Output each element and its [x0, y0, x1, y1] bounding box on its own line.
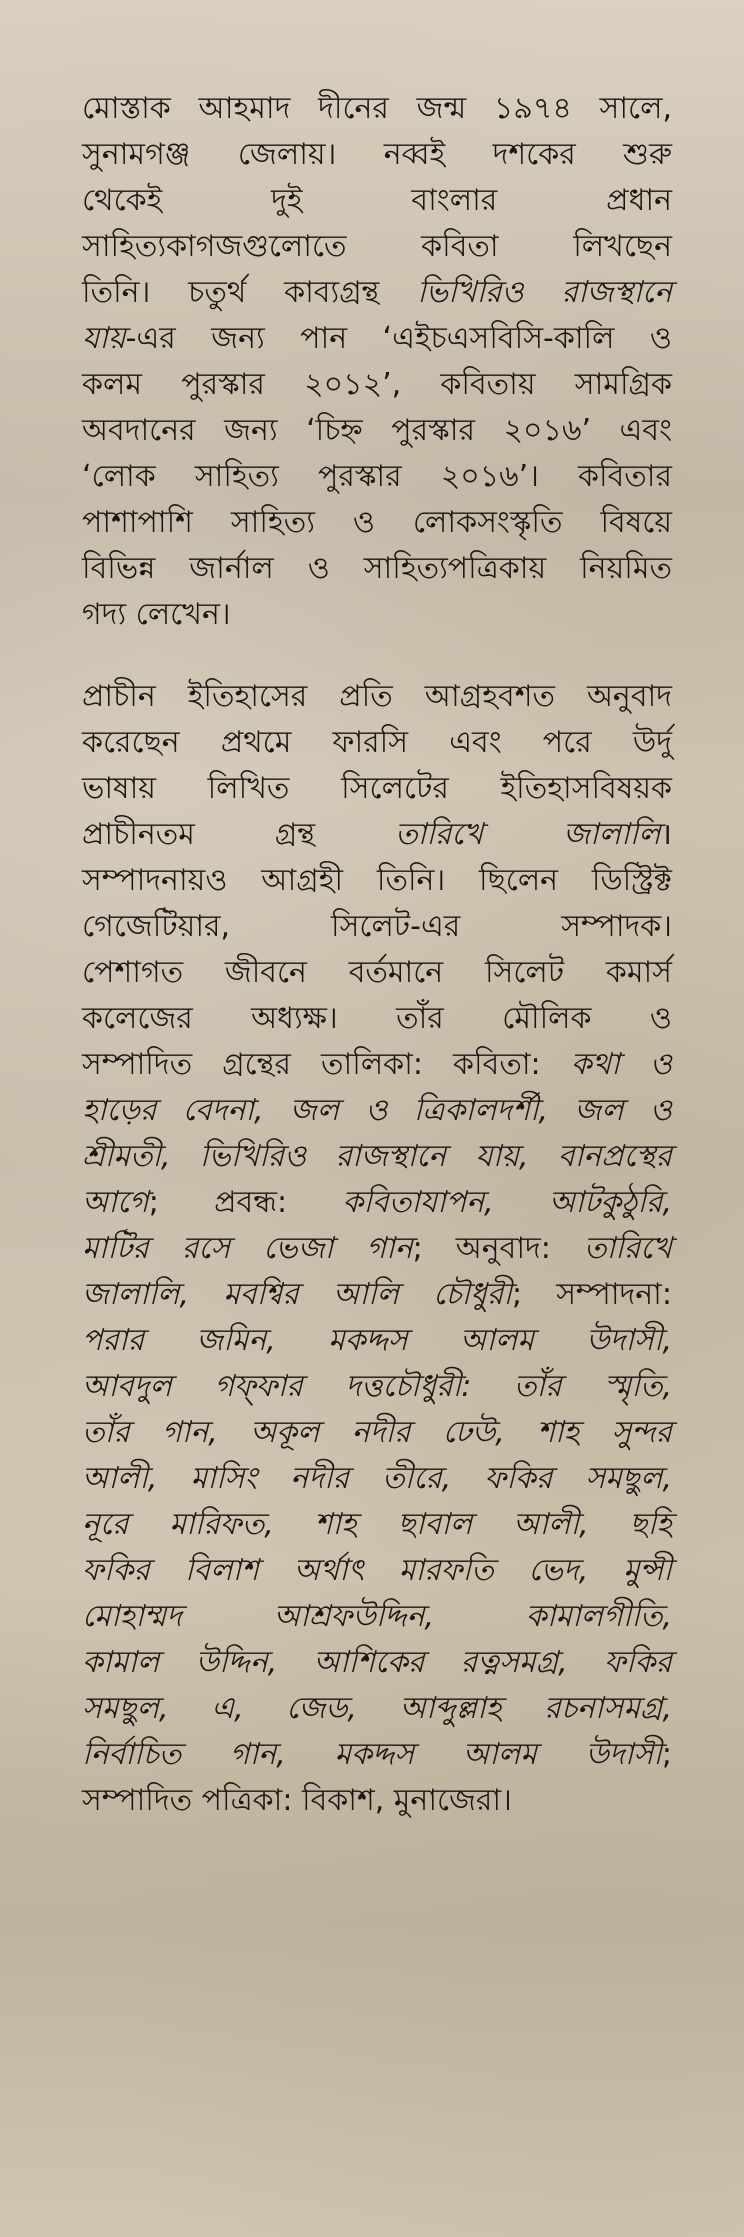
text-line — [82, 86, 672, 132]
text-line — [82, 592, 672, 638]
text-line — [82, 132, 672, 178]
text-line — [82, 1272, 672, 1318]
italic-title-text: তারিখে জালালি — [395, 817, 661, 852]
italic-title-text: পরার জমিন, মকদ্দস আলম উদাসী, — [82, 1323, 672, 1358]
text-line — [82, 178, 672, 224]
body-text: পাশাপাশি সাহিত্য ও লোকসংস্কৃতি বিষয়ে — [82, 505, 672, 540]
italic-title-text: তাঁর গান, অকূল নদীর ঢেউ, শাহ সুন্দর — [82, 1415, 672, 1450]
body-text: সাহিত্যকাগজগুলোতে কবিতা লিখছেন — [82, 229, 672, 264]
italic-title-text: শ্রীমতী, ভিখিরিও রাজস্থানে যায়, বানপ্রস্থের — [82, 1139, 672, 1174]
body-text: কলম পুরস্কার ২০১২’, কবিতায় সামগ্রিক — [82, 367, 672, 402]
italic-title-text: আগে — [82, 1185, 149, 1220]
text-line — [82, 1640, 672, 1686]
body-text: ; — [661, 1737, 672, 1772]
text-line — [82, 950, 672, 996]
italic-title-text: কবিতাযাপন, আটকুঠুরি, — [342, 1185, 672, 1220]
body-text: ভাষায় লিখিত সিলেটের ইতিহাসবিষয়ক — [82, 771, 672, 806]
text-line — [82, 1180, 672, 1226]
text-line — [82, 1042, 672, 1088]
body-text: বিভিন্ন জার্নাল ও সাহিত্যপত্রিকায় নিয়মিত — [82, 551, 672, 586]
text-line — [82, 500, 672, 546]
body-text: সুনামগঞ্জ জেলায়। নব্বই দশকের শুরু — [82, 137, 672, 172]
text-line — [82, 1732, 672, 1778]
italic-title-text: যায় — [82, 321, 126, 356]
italic-title-text: মোহাম্মদ আশ্রফউদ্দিন, কামালগীতি, — [82, 1599, 672, 1634]
italic-title-text: সমছুল, এ, জেড, আব্দুল্লাহ রচনাসমগ্র, — [82, 1691, 672, 1726]
text-line — [82, 996, 672, 1042]
body-text: -এর জন্য পান ‘এইচএসবিসি-কালি ও — [125, 321, 672, 356]
bio-paragraph-2 — [82, 674, 672, 1824]
italic-title-text: জালালি, মবশ্বির আলি চৌধুরী — [82, 1277, 512, 1312]
text-line — [82, 1318, 672, 1364]
text-line — [82, 1226, 672, 1272]
text-line — [82, 1686, 672, 1732]
paragraph-gap — [82, 638, 672, 674]
text-line — [82, 1410, 672, 1456]
body-text: করেছেন প্রথমে ফারসি এবং পরে উর্দু — [82, 725, 672, 760]
text-line — [82, 812, 672, 858]
body-text: ; প্রবন্ধ: — [148, 1185, 343, 1220]
body-text: সম্পাদিত গ্রন্থের তালিকা: কবিতা: — [82, 1047, 571, 1082]
italic-title-text: মাটির রসে ভেজা গান — [82, 1231, 413, 1266]
italic-title-text: হাড়ের বেদনা, জল ও ত্রিকালদর্শী, জল ও — [82, 1093, 672, 1128]
body-text: । — [660, 817, 672, 852]
body-text: প্রাচীন ইতিহাসের প্রতি আগ্রহবশত অনুবাদ — [82, 679, 672, 714]
italic-title-text: আবদুল গফ্ফার দত্তচৌধুরী: তাঁর স্মৃতি, — [82, 1369, 672, 1404]
bio-paragraph-1 — [82, 86, 672, 638]
body-text: গদ্য লেখেন। — [82, 597, 231, 632]
body-text: ; অনুবাদ: — [412, 1231, 584, 1266]
italic-title-text: ভিখিরিও রাজস্থানে — [417, 275, 672, 310]
body-text: পেশাগত জীবনে বর্তমানে সিলেট কমার্স — [82, 955, 672, 990]
text-line — [82, 408, 672, 454]
italic-title-text: তারিখে — [583, 1231, 672, 1266]
body-text: গেজেটিয়ার, সিলেট-এর সম্পাদক। — [82, 909, 672, 944]
text-line — [82, 858, 672, 904]
italic-title-text: কামাল উদ্দিন, আশিকের রত্নসমগ্র, ফকির — [82, 1645, 672, 1680]
text-line — [82, 1778, 672, 1824]
text-line — [82, 720, 672, 766]
body-text: সম্পাদিত পত্রিকা: বিকাশ, মুনাজেরা। — [82, 1783, 512, 1818]
text-line — [82, 1548, 672, 1594]
text-line — [82, 904, 672, 950]
body-text: মোস্তাক আহমাদ দীনের জন্ম ১৯৭৪ সালে, — [82, 91, 672, 126]
text-line — [82, 1134, 672, 1180]
italic-title-text: নূরে মারিফত, শাহ ছাবাল আলী, ছহি — [82, 1507, 672, 1542]
italic-title-text: ফকির বিলাশ অর্থাৎ মারফতি ভেদ, মুন্সী — [82, 1553, 672, 1588]
text-line — [82, 1088, 672, 1134]
text-line — [82, 270, 672, 316]
italic-title-text: নির্বাচিত গান, মকদ্দস আলম উদাসী — [82, 1737, 662, 1772]
text-line — [82, 1456, 672, 1502]
body-text: প্রাচীনতম গ্রন্থ — [82, 817, 396, 852]
italic-title-text: কথা ও — [570, 1047, 672, 1082]
text-line — [82, 1502, 672, 1548]
body-text: ; সম্পাদনা: — [511, 1277, 672, 1312]
text-line — [82, 1594, 672, 1640]
text-line — [82, 224, 672, 270]
text-line — [82, 454, 672, 500]
body-text: কলেজের অধ্যক্ষ। তাঁর মৌলিক ও — [82, 1001, 672, 1036]
text-line — [82, 674, 672, 720]
body-text: তিনি। চতুর্থ কাব্যগ্রন্থ — [82, 275, 418, 310]
text-line — [82, 316, 672, 362]
italic-title-text: আলী, মাসিং নদীর তীরে, ফকির সমছুল, — [82, 1461, 672, 1496]
text-line — [82, 1364, 672, 1410]
text-line — [82, 546, 672, 592]
body-text: অবদানের জন্য ‘চিহ্ন পুরস্কার ২০১৬’ এবং — [82, 413, 672, 448]
body-text: থেকেই দুই বাংলার প্রধান — [82, 183, 672, 218]
text-line — [82, 362, 672, 408]
author-bio-page — [82, 86, 672, 1824]
text-line — [82, 766, 672, 812]
body-text: সম্পাদনায়ও আগ্রহী তিনি। ছিলেন ডিস্ট্রিক্ট — [82, 863, 672, 898]
body-text: ‘লোক সাহিত্য পুরস্কার ২০১৬’। কবিতার — [82, 459, 672, 494]
